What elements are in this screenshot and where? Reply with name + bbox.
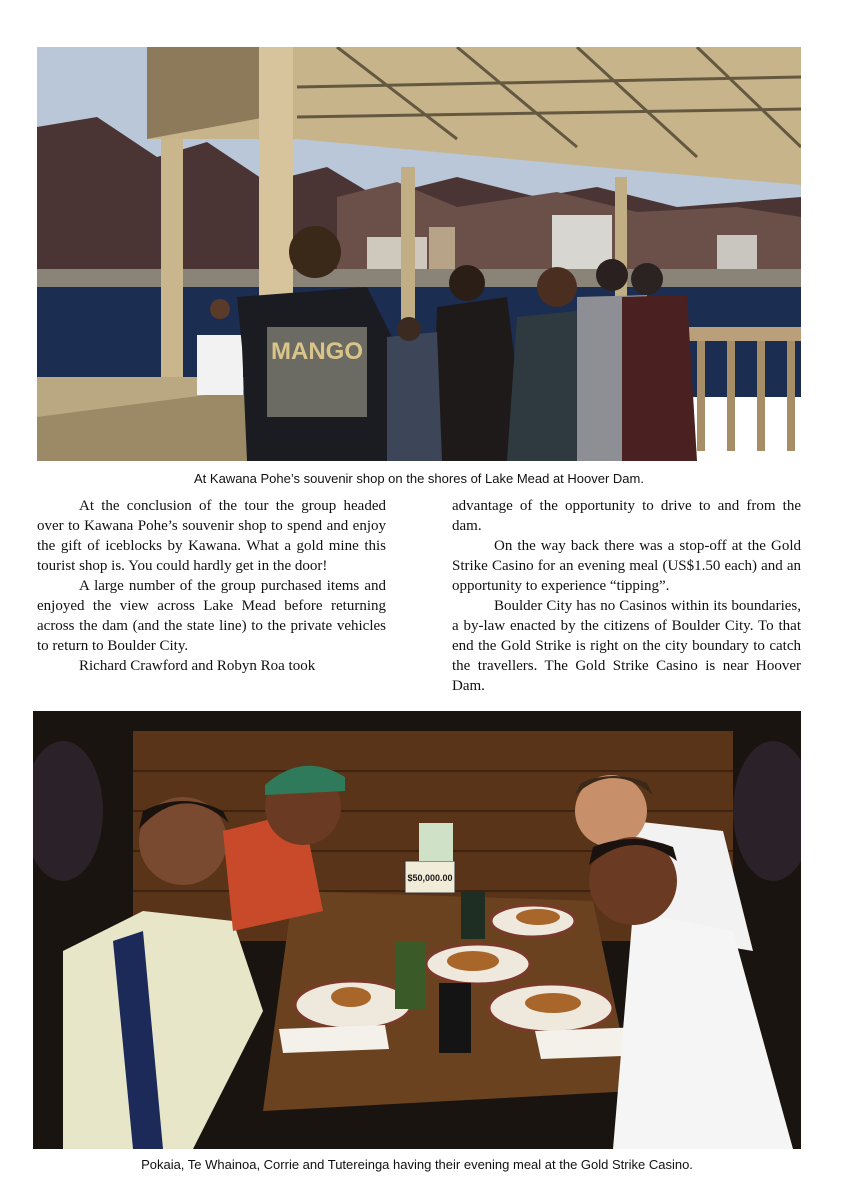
paragraph: Boulder City has no Casinos within its boundaries, a by-law enacted by the citizens of Boulder City. To that end the Gold Strike is right on the city boundary to catch the travellers. The Gold Strike Casino is near Hoover Dam. <box>452 598 801 694</box>
top-photo-caption: At Kawana Pohe’s souvenir shop on the shores of Lake Mead at Hoover Dam. <box>194 471 644 486</box>
wooden-railing <box>687 327 801 341</box>
crowd-person <box>622 295 697 461</box>
dam-building <box>429 227 455 269</box>
pillar <box>161 139 183 399</box>
menu-card <box>419 823 453 861</box>
article-right-column <box>452 496 801 696</box>
paragraph: advantage of the opportunity to drive to and from the dam. <box>452 498 801 534</box>
paragraph: Richard Crawford and Robyn Roa took <box>79 658 316 674</box>
cup <box>439 983 471 1053</box>
crowd-person <box>387 332 442 461</box>
paragraph: On the way back there was a stop-off at the Gold Strike Casino for an evening meal (US$1.50 each) and an opportunity to experience “tipping”. <box>452 538 801 594</box>
dam-building <box>367 237 427 269</box>
paragraph: At the conclusion of the tour the group headed over to Kawana Pohe’s souvenir shop to spend and enjoy the gift of iceblocks by Kawana. What a gold mine this tourist shop is. You could hardly get in the door! <box>37 498 386 574</box>
paragraph: A large number of the group purchased items and enjoyed the view across Lake Mead before returning across the dam (and the state line) to the private vehicles to return to Boulder City. <box>37 578 386 654</box>
bottom-photo-caption: Pokaia, Te Whainoa, Corrie and Tutereinga having their evening meal at the Gold Strike Casino. <box>141 1157 693 1172</box>
cup <box>461 891 485 939</box>
souvenir-shop-photo <box>37 47 801 461</box>
cup <box>395 941 425 1009</box>
intake-tower <box>717 235 757 269</box>
casino-meal-photo <box>33 711 801 1149</box>
napkin <box>279 1025 389 1053</box>
table-sign-amount: $50,000.00 <box>407 873 453 883</box>
article-left-column <box>37 496 386 676</box>
person-white-shirt <box>197 335 243 395</box>
intake-tower <box>552 215 612 269</box>
shirt-print-text: MANGO <box>271 338 363 365</box>
pillar <box>401 167 415 337</box>
dam-wall <box>37 269 801 287</box>
